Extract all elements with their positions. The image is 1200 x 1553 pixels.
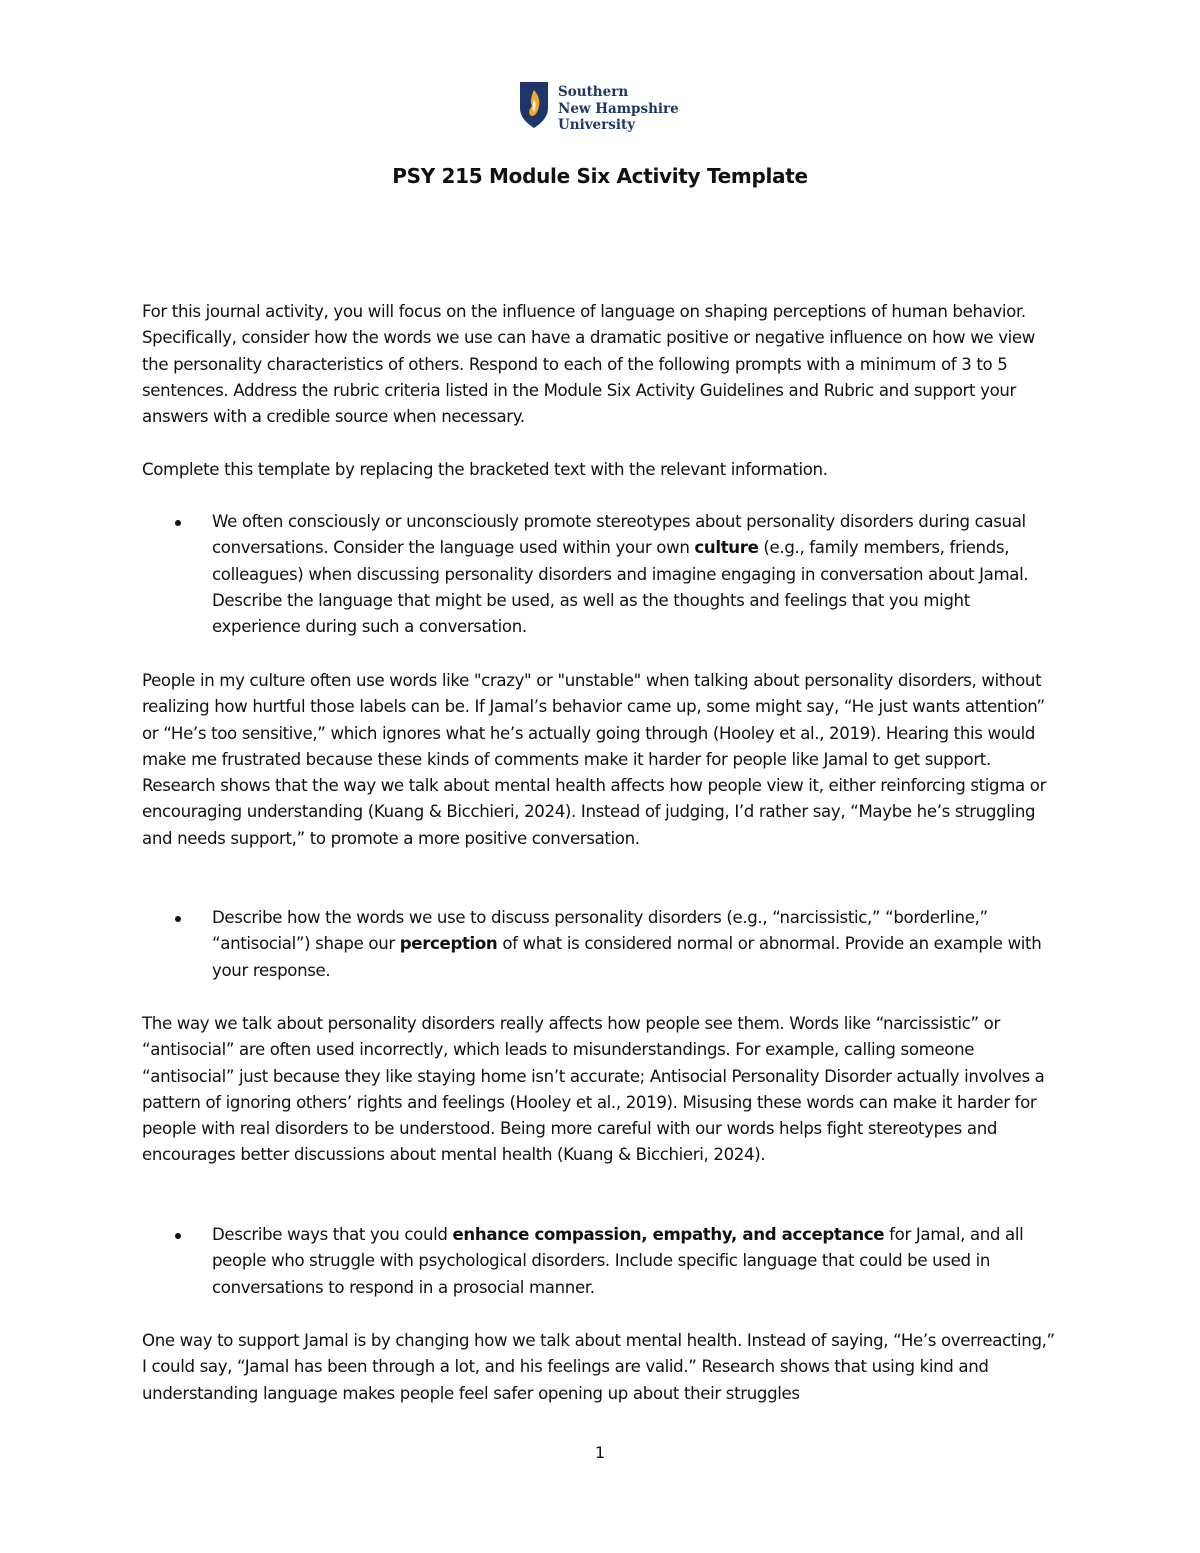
prompt-3-text-b: for Jamal, and all people who struggle with psychological disorders. Include specific language that could be used in conversations to respond in a prosocial manner. bbox=[212, 1225, 1024, 1297]
prompt-1-text-a: We often consciously or unconsciously promote stereotypes about personality disorders during casual conversations. Consider the language used within your own bbox=[212, 512, 1026, 558]
logo-line-2: New Hampshire bbox=[558, 100, 679, 117]
prompt-1 bbox=[142, 509, 1062, 640]
intro-paragraph bbox=[142, 299, 1062, 430]
university-logo bbox=[520, 82, 679, 134]
logo-line-3: University bbox=[558, 117, 636, 133]
instruction-paragraph bbox=[142, 457, 1062, 483]
instruction-text: Complete this template by replacing the bracketed text with the relevant information. bbox=[142, 460, 828, 479]
prompt-2 bbox=[142, 905, 1062, 984]
prompt-2-keyword: perception bbox=[399, 934, 498, 954]
answer-3-text: One way to support Jamal is by changing how we talk about mental health. Instead of saying, “He’s overreacting,” I could say, “Jamal has been through a lot, and his feelings are valid.” Research shows that using kind and understanding language makes people feel safer opening up about their struggles bbox=[142, 1331, 1055, 1403]
bullet-icon bbox=[175, 1233, 181, 1239]
answer-1-text: People in my culture often use words like "crazy" or "unstable" when talking about personality disorders, without realizing how hurtful those labels can be. If Jamal’s behavior came up, some might say, “He just wants attention” or “He’s too sensitive,” which ignores what he’s actually going through (Hooley et al., 2019). Hearing this would make me frustrated because these kinds of comments make it harder for people like Jamal to get support. Research shows that the way we talk about mental health affects how people view it, either reinforcing stigma or encouraging understanding (Kuang & Bicchieri, 2024). Instead of judging, I’d rather say, “Maybe he’s struggling and needs support,” to promote a more positive conversation. bbox=[142, 671, 1047, 848]
answer-1 bbox=[142, 668, 1062, 852]
prompt-1-text-b: (e.g., family members, friends, colleagues) when discussing personality disorders and imagine engaging in conversation about Jamal. Describe the language that might be used, as well as the thoughts and feelings that you might experience during such a conversation. bbox=[212, 538, 1029, 637]
bullet-icon bbox=[175, 520, 181, 526]
prompt-3-text-a: Describe ways that you could bbox=[212, 1225, 453, 1244]
bullet-icon bbox=[175, 916, 181, 922]
shield-flame-icon bbox=[520, 82, 548, 128]
answer-2 bbox=[142, 1011, 1062, 1169]
prompt-3 bbox=[142, 1222, 1062, 1301]
intro-text: For this journal activity, you will focus on the influence of language on shaping perceptions of human behavior. Specifically, consider how the words we use can have a dramatic positive or negative influence on how we view the personality characteristics of others. Respond to each of the following prompts with a minimum of 3 to 5 sentences. Address the rubric criteria listed in the Module Six Activity Guidelines and Rubric and support your answers with a credible source when necessary. bbox=[142, 302, 1036, 427]
answer-2-text: The way we talk about personality disorders really affects how people see them. Words like “narcissistic” or “antisocial” are often used incorrectly, which leads to misunderstandings. For example, calling someone “antisocial” just because they like staying home isn’t accurate; Antisocial Personality Disorder actually involves a pattern of ignoring others’ rights and feelings (Hooley et al., 2019). Misusing these words can make it harder for people with real disorders to be understood. Being more careful with our words helps fight stereotypes and encourages better discussions about mental health (Kuang & Bicchieri, 2024). bbox=[142, 1014, 1045, 1165]
document-title: PSY 215 Module Six Activity Template bbox=[392, 164, 808, 188]
prompt-2-text-b: of what is considered normal or abnormal. Provide an example with your response. bbox=[212, 934, 1042, 980]
prompt-3-keyword: enhance compassion, empathy, and acceptance bbox=[452, 1225, 885, 1244]
prompt-1-keyword: culture bbox=[694, 538, 759, 558]
answer-3 bbox=[142, 1328, 1062, 1407]
prompt-2-text-a: Describe how the words we use to discuss personality disorders (e.g., “narcissistic,” “borderline,” “antisocial”) shape our bbox=[212, 908, 988, 954]
page-number: 1 bbox=[594, 1443, 606, 1462]
logo-line-1: Southern bbox=[558, 84, 629, 100]
